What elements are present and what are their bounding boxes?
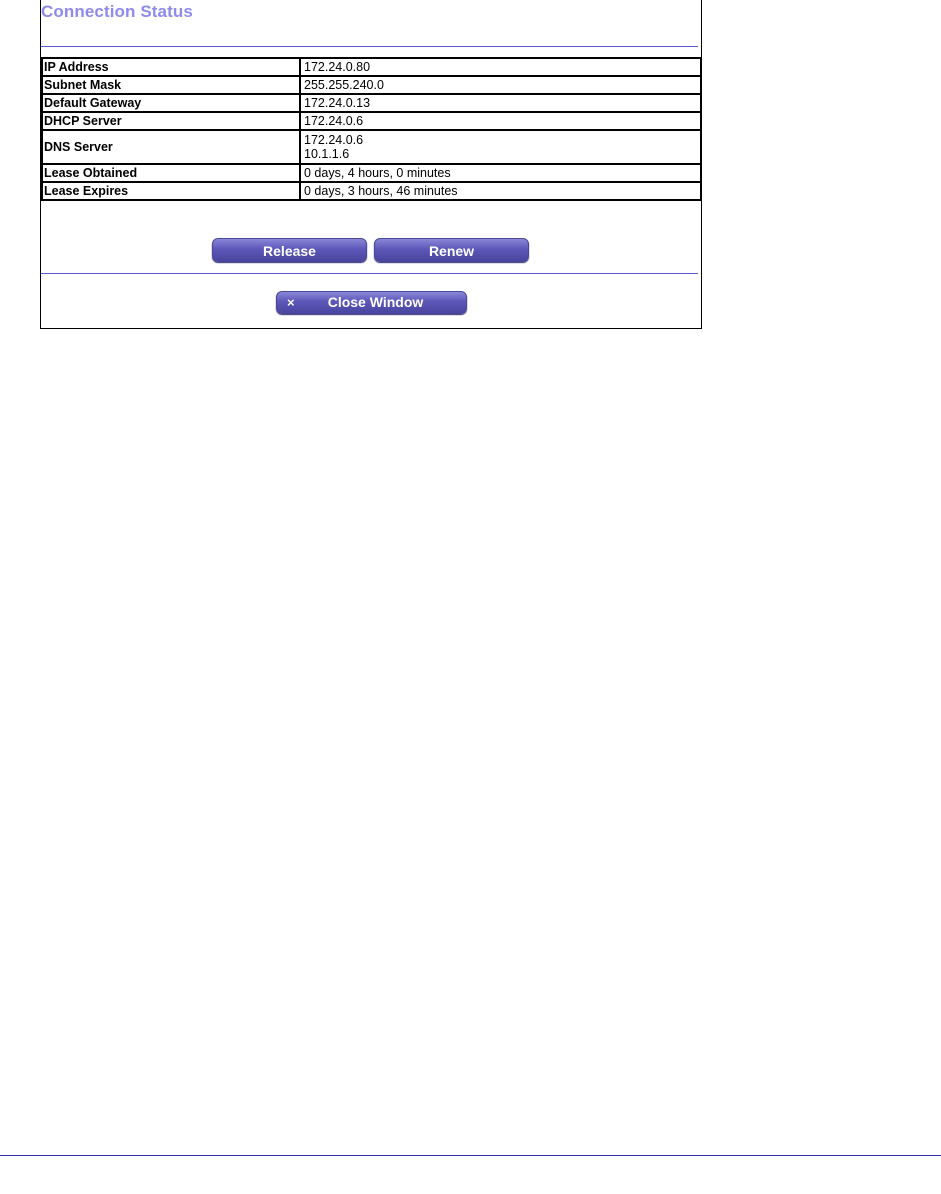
- close-icon: ×: [287, 295, 295, 310]
- lease-expires-label: Lease Expires: [42, 182, 300, 200]
- connection-status-panel: [40, 0, 702, 329]
- renew-button[interactable]: Renew: [374, 238, 529, 262]
- page-title: Connection Status: [41, 2, 193, 21]
- ip-address-label: IP Address: [42, 58, 300, 76]
- table-row: [42, 164, 701, 182]
- subnet-mask-value: 255.255.240.0: [300, 76, 701, 94]
- dns-server-secondary: 10.1.1.6: [304, 147, 350, 161]
- dhcp-server-label: DHCP Server: [42, 112, 300, 130]
- release-button[interactable]: Release: [212, 238, 367, 262]
- close-window-label: Close Window: [327, 294, 424, 310]
- table-row: [42, 130, 701, 164]
- dns-server-values: [300, 130, 701, 164]
- dns-server-primary: 172.24.0.6: [304, 133, 364, 147]
- table-row: [42, 76, 701, 94]
- footer-divider: [0, 1155, 941, 1156]
- table-row: [42, 182, 701, 200]
- close-window-button[interactable]: [276, 291, 467, 314]
- table-row: [42, 112, 701, 130]
- default-gateway-value: 172.24.0.13: [300, 94, 701, 112]
- default-gateway-label: Default Gateway: [42, 94, 300, 112]
- dns-server-label: DNS Server: [42, 130, 300, 164]
- status-table: [41, 57, 702, 201]
- lease-obtained-label: Lease Obtained: [42, 164, 300, 182]
- button-divider: [41, 273, 698, 274]
- lease-expires-value: 0 days, 3 hours, 46 minutes: [300, 182, 701, 200]
- table-row: [42, 94, 701, 112]
- subnet-mask-label: Subnet Mask: [42, 76, 300, 94]
- dhcp-server-value: 172.24.0.6: [300, 112, 701, 130]
- lease-obtained-value: 0 days, 4 hours, 0 minutes: [300, 164, 701, 182]
- table-row: [42, 58, 701, 76]
- ip-address-value: 172.24.0.80: [300, 58, 701, 76]
- title-divider: [41, 46, 698, 47]
